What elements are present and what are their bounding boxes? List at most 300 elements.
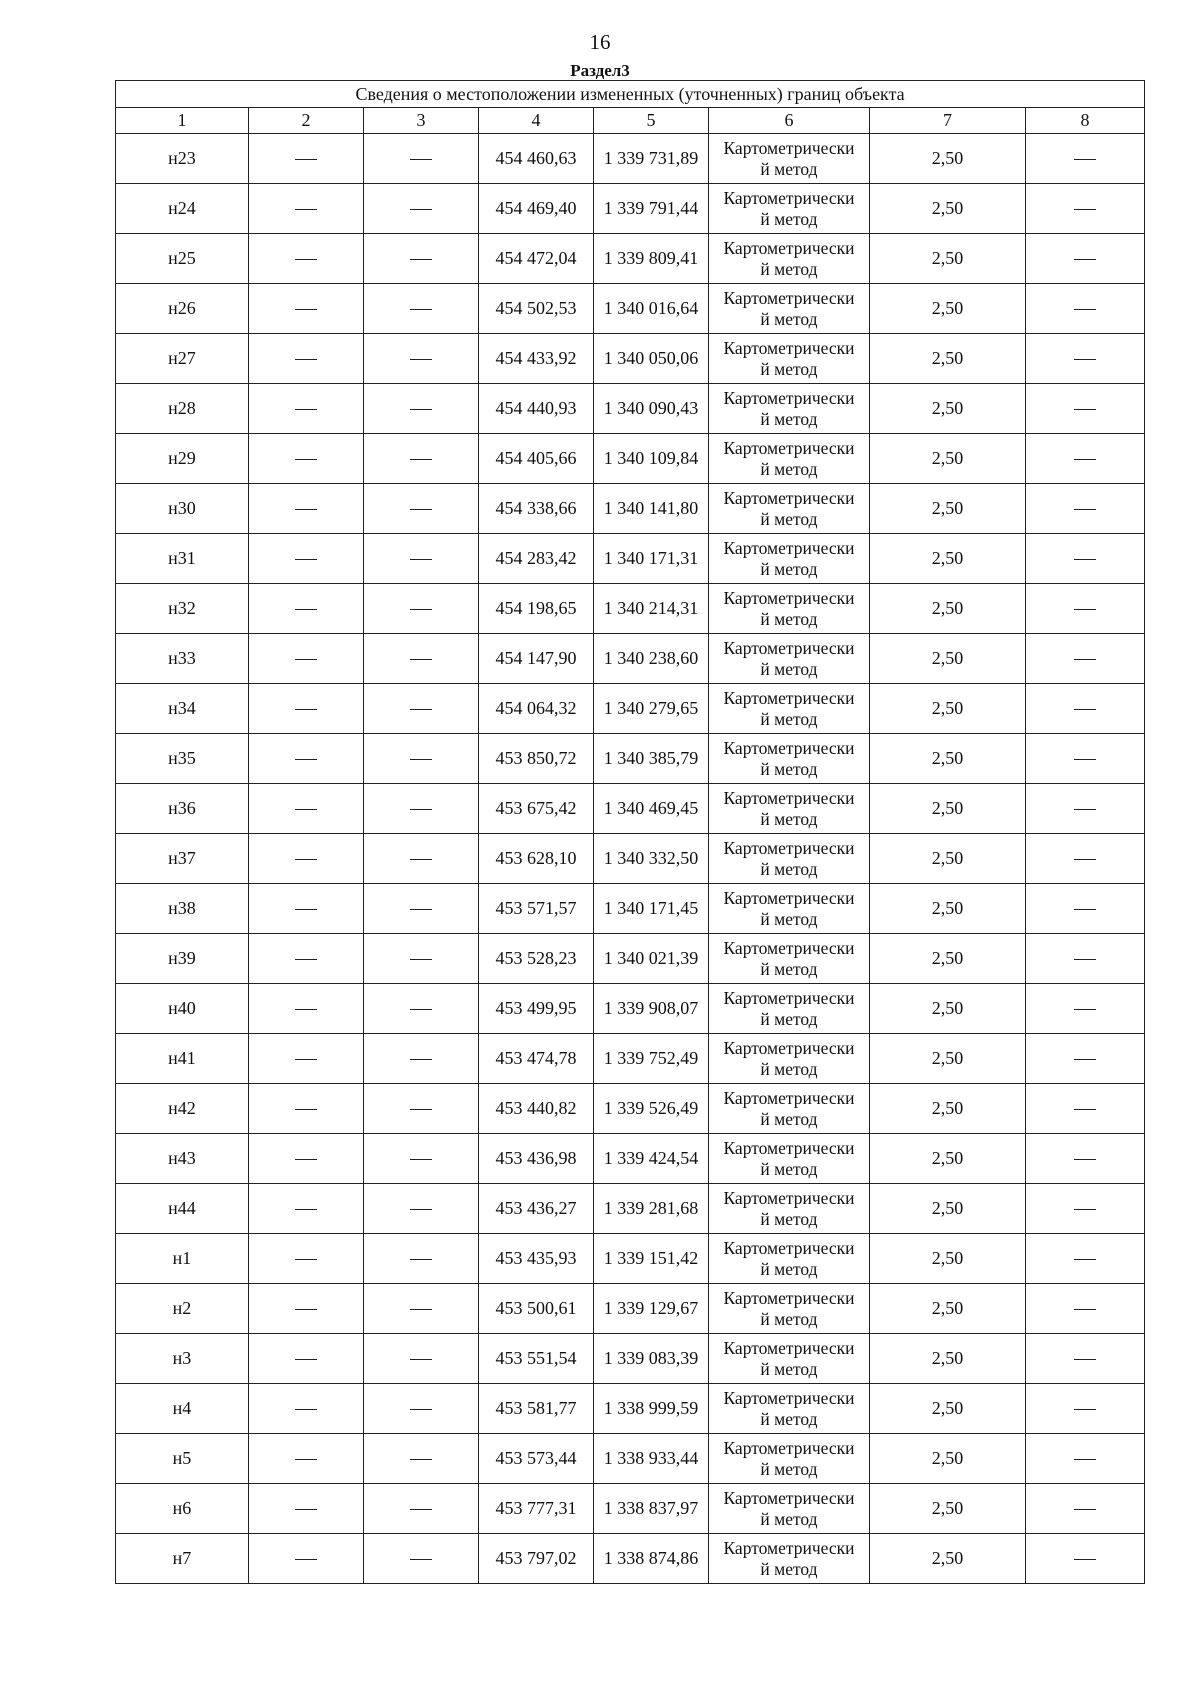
empty-value-cell (249, 1434, 364, 1484)
point-number-cell-text: н1 (172, 1248, 192, 1268)
empty-value-cell (364, 384, 479, 434)
empty-value-cell (364, 134, 479, 184)
dash-mark (1074, 159, 1096, 160)
empty-value-cell (1026, 1284, 1145, 1334)
accuracy-cell-text: 2,50 (931, 1148, 964, 1168)
column-number: 3 (364, 108, 479, 134)
accuracy-cell-text: 2,50 (931, 1248, 964, 1268)
point-number-cell-text: н44 (168, 1198, 196, 1218)
table-row (116, 1434, 1145, 1484)
method-cell-text: Картометрически й метод (723, 1537, 855, 1579)
empty-value-cell (364, 184, 479, 234)
dash-mark (410, 1409, 432, 1410)
point-number-cell (116, 1234, 249, 1284)
table-caption: Сведения о местоположении измененных (уточненных) границ объекта (116, 81, 1145, 108)
y-coordinate-cell-text: 1 340 016,64 (603, 298, 699, 318)
x-coordinate-cell (479, 184, 594, 234)
y-coordinate-cell-text: 1 338 874,86 (603, 1548, 699, 1568)
x-coordinate-cell-text: 453 797,02 (495, 1548, 577, 1568)
x-coordinate-cell-text: 454 472,04 (495, 248, 577, 268)
empty-value-cell (1026, 1084, 1145, 1134)
accuracy-cell-text: 2,50 (931, 1498, 964, 1518)
empty-value-cell (1026, 734, 1145, 784)
accuracy-cell-text: 2,50 (931, 698, 964, 718)
method-cell-text: Картометрически й метод (723, 587, 855, 629)
dash-mark (1074, 309, 1096, 310)
y-coordinate-cell (594, 934, 709, 984)
y-coordinate-cell (594, 684, 709, 734)
point-number-cell-text: н38 (168, 898, 196, 918)
point-number-cell (116, 684, 249, 734)
empty-value-cell (249, 884, 364, 934)
point-number-cell (116, 634, 249, 684)
dash-mark (410, 1209, 432, 1210)
method-cell (709, 1184, 870, 1234)
empty-value-cell (364, 1334, 479, 1384)
point-number-cell (116, 334, 249, 384)
y-coordinate-cell-text: 1 338 999,59 (603, 1398, 699, 1418)
y-coordinate-cell-text: 1 340 090,43 (603, 398, 699, 418)
point-number-cell-text: н31 (168, 548, 196, 568)
dash-mark (410, 1459, 432, 1460)
method-cell (709, 584, 870, 634)
method-cell (709, 1434, 870, 1484)
dash-mark (1074, 509, 1096, 510)
method-cell (709, 1534, 870, 1584)
point-number-cell-text: н34 (168, 698, 196, 718)
y-coordinate-cell (594, 1084, 709, 1134)
section-title: Раздел3 (570, 61, 630, 80)
dash-mark (410, 1159, 432, 1160)
empty-value-cell (364, 1234, 479, 1284)
empty-value-cell (1026, 534, 1145, 584)
method-cell-text: Картометрически й метод (723, 337, 855, 379)
point-number-cell-text: н29 (168, 448, 196, 468)
y-coordinate-cell-text: 1 339 731,89 (603, 148, 699, 168)
empty-value-cell (1026, 234, 1145, 284)
point-number-cell (116, 984, 249, 1034)
dash-mark (295, 759, 317, 760)
method-cell-text: Картометрически й метод (723, 987, 855, 1029)
method-cell-text: Картометрически й метод (723, 837, 855, 879)
x-coordinate-cell-text: 453 573,44 (495, 1448, 577, 1468)
empty-value-cell (249, 484, 364, 534)
dash-mark (1074, 1459, 1096, 1460)
column-number: 6 (709, 108, 870, 134)
accuracy-cell (870, 1084, 1026, 1134)
point-number-cell-text: н3 (172, 1348, 192, 1368)
table-row (116, 934, 1145, 984)
column-number: 7 (870, 108, 1026, 134)
dash-mark (410, 309, 432, 310)
method-cell (709, 1384, 870, 1434)
x-coordinate-cell-text: 454 405,66 (495, 448, 577, 468)
point-number-cell-text: н4 (172, 1398, 192, 1418)
accuracy-cell-text: 2,50 (931, 398, 964, 418)
x-coordinate-cell (479, 784, 594, 834)
empty-value-cell (364, 1084, 479, 1134)
y-coordinate-cell-text: 1 340 021,39 (603, 948, 699, 968)
method-cell (709, 484, 870, 534)
dash-mark (1074, 1209, 1096, 1210)
dash-mark (410, 1109, 432, 1110)
table-row (116, 634, 1145, 684)
empty-value-cell (364, 634, 479, 684)
empty-value-cell (364, 934, 479, 984)
method-cell (709, 1334, 870, 1384)
point-number-cell-text: н27 (168, 348, 196, 368)
x-coordinate-cell-text: 453 500,61 (495, 1298, 577, 1318)
accuracy-cell-text: 2,50 (931, 148, 964, 168)
y-coordinate-cell-text: 1 340 171,45 (603, 898, 699, 918)
dash-mark (295, 1009, 317, 1010)
dash-mark (410, 1259, 432, 1260)
empty-value-cell (249, 384, 364, 434)
y-coordinate-cell (594, 634, 709, 684)
table-row (116, 384, 1145, 434)
x-coordinate-cell (479, 634, 594, 684)
method-cell (709, 334, 870, 384)
dash-mark (295, 1309, 317, 1310)
point-number-cell (116, 484, 249, 534)
empty-value-cell (249, 534, 364, 584)
x-coordinate-cell-text: 454 283,42 (495, 548, 577, 568)
dash-mark (295, 609, 317, 610)
method-cell (709, 434, 870, 484)
dash-mark (295, 1359, 317, 1360)
dash-mark (1074, 609, 1096, 610)
y-coordinate-cell (594, 1434, 709, 1484)
column-number: 8 (1026, 108, 1145, 134)
dash-mark (1074, 909, 1096, 910)
point-number-cell (116, 1334, 249, 1384)
x-coordinate-cell-text: 454 460,63 (495, 148, 577, 168)
empty-value-cell (249, 234, 364, 284)
accuracy-cell (870, 434, 1026, 484)
method-cell (709, 884, 870, 934)
dash-mark (410, 559, 432, 560)
dash-mark (410, 909, 432, 910)
accuracy-cell (870, 784, 1026, 834)
empty-value-cell (1026, 1384, 1145, 1434)
accuracy-cell-text: 2,50 (931, 598, 964, 618)
method-cell (709, 534, 870, 584)
empty-value-cell (249, 984, 364, 1034)
x-coordinate-cell-text: 453 777,31 (495, 1498, 577, 1518)
column-number: 4 (479, 108, 594, 134)
point-number-cell (116, 1284, 249, 1334)
dash-mark (410, 1009, 432, 1010)
y-coordinate-cell-text: 1 339 752,49 (603, 1048, 699, 1068)
empty-value-cell (364, 1534, 479, 1584)
method-cell (709, 934, 870, 984)
method-cell (709, 684, 870, 734)
point-number-cell (116, 1184, 249, 1234)
table-row (116, 684, 1145, 734)
y-coordinate-cell-text: 1 340 469,45 (603, 798, 699, 818)
table-row (116, 1034, 1145, 1084)
column-number: 2 (249, 108, 364, 134)
empty-value-cell (1026, 384, 1145, 434)
method-cell-text: Картометрически й метод (723, 387, 855, 429)
empty-value-cell (1026, 1134, 1145, 1184)
dash-mark (1074, 1309, 1096, 1310)
method-cell-text: Картометрически й метод (723, 787, 855, 829)
empty-value-cell (364, 1484, 479, 1534)
accuracy-cell (870, 1334, 1026, 1384)
accuracy-cell (870, 1384, 1026, 1434)
point-number-cell (116, 284, 249, 334)
column-number: 5 (594, 108, 709, 134)
empty-value-cell (1026, 434, 1145, 484)
table-row (116, 434, 1145, 484)
empty-value-cell (364, 434, 479, 484)
dash-mark (410, 959, 432, 960)
dash-mark (1074, 1359, 1096, 1360)
empty-value-cell (1026, 884, 1145, 934)
dash-mark (1074, 209, 1096, 210)
x-coordinate-cell (479, 384, 594, 434)
x-coordinate-cell (479, 234, 594, 284)
x-coordinate-cell-text: 453 551,54 (495, 1348, 577, 1368)
empty-value-cell (249, 284, 364, 334)
accuracy-cell (870, 584, 1026, 634)
accuracy-cell-text: 2,50 (931, 948, 964, 968)
point-number-cell (116, 1484, 249, 1534)
empty-value-cell (249, 1484, 364, 1534)
point-number-cell (116, 584, 249, 634)
method-cell (709, 1484, 870, 1534)
x-coordinate-cell-text: 453 436,27 (495, 1198, 577, 1218)
dash-mark (295, 559, 317, 560)
y-coordinate-cell-text: 1 339 281,68 (603, 1198, 699, 1218)
point-number-cell-text: н7 (172, 1548, 192, 1568)
point-number-cell-text: н42 (168, 1098, 196, 1118)
point-number-cell-text: н35 (168, 748, 196, 768)
empty-value-cell (364, 784, 479, 834)
dash-mark (1074, 859, 1096, 860)
x-coordinate-cell-text: 454 469,40 (495, 198, 577, 218)
dash-mark (1074, 359, 1096, 360)
dash-mark (295, 1559, 317, 1560)
table-row (116, 734, 1145, 784)
x-coordinate-cell (479, 534, 594, 584)
dash-mark (295, 359, 317, 360)
y-coordinate-cell-text: 1 340 385,79 (603, 748, 699, 768)
empty-value-cell (249, 1534, 364, 1584)
x-coordinate-cell (479, 334, 594, 384)
dash-mark (295, 659, 317, 660)
point-number-cell (116, 384, 249, 434)
x-coordinate-cell (479, 834, 594, 884)
x-coordinate-cell (479, 684, 594, 734)
point-number-cell-text: н30 (168, 498, 196, 518)
y-coordinate-cell-text: 1 340 141,80 (603, 498, 699, 518)
point-number-cell (116, 234, 249, 284)
empty-value-cell (1026, 584, 1145, 634)
empty-value-cell (1026, 634, 1145, 684)
dash-mark (295, 209, 317, 210)
accuracy-cell (870, 1034, 1026, 1084)
empty-value-cell (249, 184, 364, 234)
method-cell (709, 1034, 870, 1084)
point-number-cell (116, 734, 249, 784)
x-coordinate-cell-text: 454 440,93 (495, 398, 577, 418)
y-coordinate-cell-text: 1 339 424,54 (603, 1148, 699, 1168)
point-number-cell (116, 1084, 249, 1134)
accuracy-cell (870, 634, 1026, 684)
point-number-cell-text: н40 (168, 998, 196, 1018)
x-coordinate-cell-text: 453 628,10 (495, 848, 577, 868)
x-coordinate-cell-text: 453 436,98 (495, 1148, 577, 1168)
table-row (116, 134, 1145, 184)
x-coordinate-cell (479, 584, 594, 634)
empty-value-cell (364, 234, 479, 284)
empty-value-cell (249, 434, 364, 484)
empty-value-cell (249, 1034, 364, 1084)
point-number-cell-text: н37 (168, 848, 196, 868)
dash-mark (295, 1259, 317, 1260)
y-coordinate-cell-text: 1 339 908,07 (603, 998, 699, 1018)
table-row (116, 1284, 1145, 1334)
method-cell-text: Картометрически й метод (723, 487, 855, 529)
empty-value-cell (364, 984, 479, 1034)
point-number-cell (116, 534, 249, 584)
y-coordinate-cell (594, 1234, 709, 1284)
table-row (116, 234, 1145, 284)
dash-mark (295, 309, 317, 310)
empty-value-cell (249, 1334, 364, 1384)
point-number-cell-text: н23 (168, 148, 196, 168)
accuracy-cell-text: 2,50 (931, 498, 964, 518)
point-number-cell-text: н28 (168, 398, 196, 418)
accuracy-cell-text: 2,50 (931, 1548, 964, 1568)
point-number-cell-text: н32 (168, 598, 196, 618)
accuracy-cell-text: 2,50 (931, 1048, 964, 1068)
x-coordinate-cell (479, 1534, 594, 1584)
dash-mark (410, 359, 432, 360)
y-coordinate-cell (594, 1334, 709, 1384)
x-coordinate-cell-text: 454 433,92 (495, 348, 577, 368)
method-cell (709, 1234, 870, 1284)
dash-mark (295, 1059, 317, 1060)
y-coordinate-cell-text: 1 339 791,44 (603, 198, 699, 218)
method-cell-text: Картометрически й метод (723, 687, 855, 729)
empty-value-cell (1026, 1234, 1145, 1284)
empty-value-cell (364, 1284, 479, 1334)
dash-mark (295, 259, 317, 260)
method-cell-text: Картометрически й метод (723, 237, 855, 279)
method-cell-text: Картометрически й метод (723, 437, 855, 479)
y-coordinate-cell-text: 1 339 526,49 (603, 1098, 699, 1118)
accuracy-cell (870, 284, 1026, 334)
dash-mark (295, 1509, 317, 1510)
dash-mark (1074, 1159, 1096, 1160)
table-row (116, 1484, 1145, 1534)
dash-mark (295, 1159, 317, 1160)
accuracy-cell-text: 2,50 (931, 848, 964, 868)
y-coordinate-cell (594, 384, 709, 434)
dash-mark (295, 959, 317, 960)
column-number-row (116, 108, 1145, 134)
x-coordinate-cell (479, 1384, 594, 1434)
x-coordinate-cell (479, 1234, 594, 1284)
accuracy-cell-text: 2,50 (931, 748, 964, 768)
y-coordinate-cell-text: 1 340 171,31 (603, 548, 699, 568)
y-coordinate-cell-text: 1 340 050,06 (603, 348, 699, 368)
empty-value-cell (1026, 184, 1145, 234)
y-coordinate-cell (594, 1184, 709, 1234)
empty-value-cell (1026, 1534, 1145, 1584)
accuracy-cell-text: 2,50 (931, 348, 964, 368)
empty-value-cell (1026, 134, 1145, 184)
table-row (116, 984, 1145, 1034)
dash-mark (1074, 259, 1096, 260)
accuracy-cell (870, 1234, 1026, 1284)
accuracy-cell-text: 2,50 (931, 898, 964, 918)
accuracy-cell (870, 1434, 1026, 1484)
empty-value-cell (249, 784, 364, 834)
method-cell-text: Картометрически й метод (723, 737, 855, 779)
y-coordinate-cell (594, 984, 709, 1034)
y-coordinate-cell-text: 1 339 129,67 (603, 1298, 699, 1318)
dash-mark (1074, 1009, 1096, 1010)
empty-value-cell (1026, 484, 1145, 534)
accuracy-cell-text: 2,50 (931, 448, 964, 468)
method-cell-text: Картометрически й метод (723, 637, 855, 679)
accuracy-cell-text: 2,50 (931, 1348, 964, 1368)
dash-mark (1074, 809, 1096, 810)
accuracy-cell (870, 234, 1026, 284)
empty-value-cell (364, 1184, 479, 1234)
empty-value-cell (249, 1234, 364, 1284)
point-number-cell-text: н24 (168, 198, 196, 218)
boundary-coordinates-table (115, 80, 1145, 1584)
accuracy-cell (870, 984, 1026, 1034)
accuracy-cell (870, 134, 1026, 184)
y-coordinate-cell (594, 184, 709, 234)
point-number-cell (116, 1434, 249, 1484)
point-number-cell-text: н36 (168, 798, 196, 818)
y-coordinate-cell (594, 834, 709, 884)
dash-mark (410, 1059, 432, 1060)
accuracy-cell-text: 2,50 (931, 1098, 964, 1118)
dash-mark (295, 859, 317, 860)
accuracy-cell (870, 534, 1026, 584)
empty-value-cell (249, 334, 364, 384)
y-coordinate-cell (594, 1384, 709, 1434)
accuracy-cell-text: 2,50 (931, 1298, 964, 1318)
dash-mark (295, 409, 317, 410)
empty-value-cell (364, 734, 479, 784)
table-row (116, 1234, 1145, 1284)
dash-mark (295, 459, 317, 460)
empty-value-cell (364, 834, 479, 884)
dash-mark (1074, 1259, 1096, 1260)
table-row (116, 834, 1145, 884)
y-coordinate-cell (594, 484, 709, 534)
accuracy-cell-text: 2,50 (931, 1398, 964, 1418)
point-number-cell-text: н25 (168, 248, 196, 268)
method-cell-text: Картометрически й метод (723, 1387, 855, 1429)
dash-mark (295, 1109, 317, 1110)
dash-mark (1074, 1059, 1096, 1060)
empty-value-cell (1026, 1434, 1145, 1484)
method-cell-text: Картометрически й метод (723, 1187, 855, 1229)
method-cell (709, 984, 870, 1034)
accuracy-cell (870, 684, 1026, 734)
accuracy-cell-text: 2,50 (931, 198, 964, 218)
